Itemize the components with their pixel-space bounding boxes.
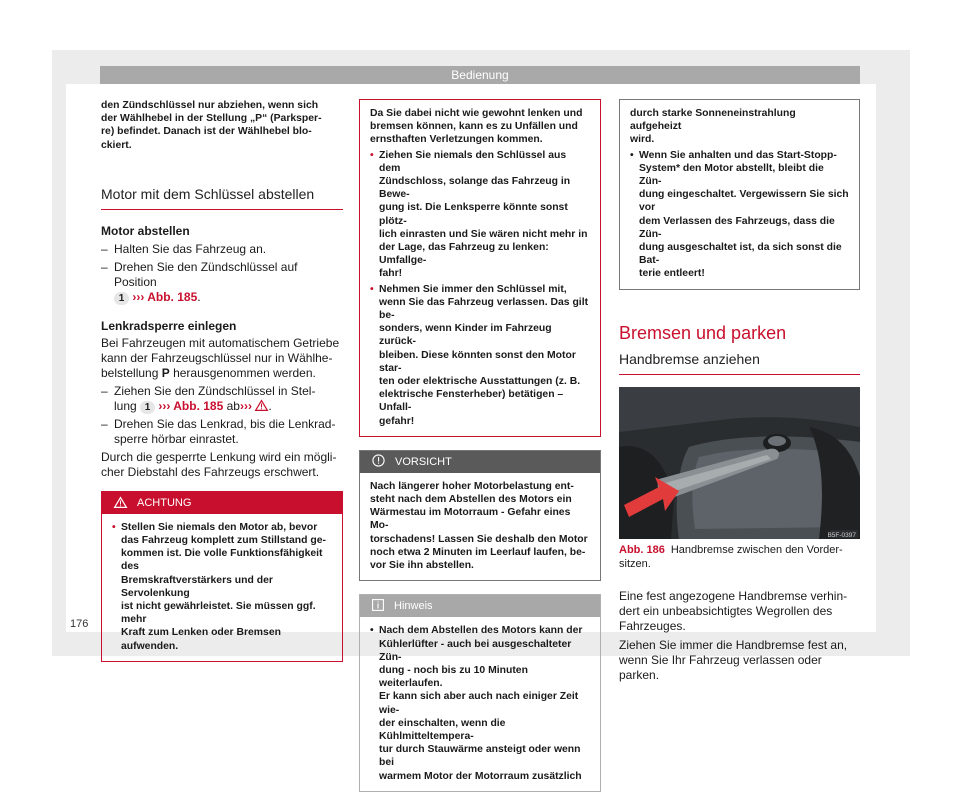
hinweis-box <box>359 594 601 791</box>
subsection-title: Handbremse anziehen <box>619 350 860 375</box>
position-number-badge: 1 <box>114 292 129 305</box>
page-header: Bedienung <box>100 66 860 84</box>
warning-triangle-icon <box>255 400 268 411</box>
lenk-text: Bei Fahrzeugen mit automatischem Getriebe kann der Fahrzeugschlüssel nur in Wählhe- belstellung P herausgenommen werden. <box>101 335 340 380</box>
warning-link[interactable]: ››› <box>239 398 252 413</box>
chapter-title: Bremsen und parken <box>619 322 787 343</box>
handbrake-figure <box>619 387 860 539</box>
hinweis-continued-box: durch starke Sonneneinstrahlung aufgeheizt wird. • Wenn Sie anhalten und das Start-Stopp- System* den Motor abstellt, bleibt die Zün- dung eingeschaltet. Vergewissern Sie sich vor dem Verlassen des Fahrzeugs, dass die Zün- dung ausgeschaltet ist, da sich sonst die Bat- terie entleert! <box>619 99 860 290</box>
achtung-header: ACHTUNG <box>102 492 342 514</box>
figure-link[interactable]: ››› Abb. 185 <box>158 398 224 413</box>
motor-heading: Motor abstellen <box>101 223 190 238</box>
lenk-conclusion: Durch die gesperrte Lenkung wird ein mögli- cher Diebstahl des Fahrzeugs erschwert. <box>101 449 337 479</box>
achtung-box <box>101 491 343 662</box>
motor-step-2: – Drehen Sie den Zündschlüssel auf Position 1 ››› Abb. 185. <box>101 260 343 305</box>
lenk-step-2: – Drehen Sie das Lenkrad, bis die Lenkrad- sperre hörbar einrastet. <box>101 417 343 447</box>
position-number-badge: 1 <box>140 401 155 414</box>
hinweis-body: • Nach dem Abstellen des Motors kann der Kühlerlüfter - auch bei ausgeschalteter Zün- dung - noch bis zu 10 Minuten weiterlaufen. Er kann sich aber auch nach einiger Zeit wie- der einschalten, wenn die Kühlmitteltempera- tur durch Stauwärme ansteigt oder wenn bei warmem Motor der Motorraum zusätzlich <box>360 617 600 790</box>
vorsicht-box <box>359 450 601 581</box>
lenk-heading: Lenkradsperre einlegen <box>101 318 237 333</box>
vorsicht-body: Nach längerer hoher Motorbelastung ent- steht nach dem Abstellen des Motors ein Wärmestau im Motorraum - Gefahr eines Mo- torschadens! Lassen Sie deshalb den Motor noch etwa 2 Minuten im Leerlauf laufen, be- vor Sie ihn abstellen. <box>370 480 588 572</box>
intro-paragraph: den Zündschlüssel nur abziehen, wenn sich der Wählhebel in der Stellung „P“ (Parksper- re) befindet. Danach ist der Wählhebel blo- ckiert. <box>101 100 322 151</box>
handbrake-text-1: Eine fest angezogene Handbremse verhin- dert ein unbeabsichtigtes Wegrollen des Fahrzeuges. <box>619 588 848 633</box>
column-3 <box>619 99 860 683</box>
lenk-step-1: – Ziehen Sie den Zündschlüssel in Stel- lung 1 ››› Abb. 185 ab››› . <box>101 384 343 414</box>
achtung-body: • Stellen Sie niemals den Motor ab, bevor das Fahrzeug komplett zum Stillstand ge- kommen ist. Die volle Funktionsfähigkeit des Bremskraftverstärkers und der Servolenkung ist nicht gewährleistet. Sie müssen ggf. mehr Kraft zum Lenken oder Bremsen aufwenden. <box>102 514 342 661</box>
warning-bullet-2: • Nehmen Sie immer den Schlüssel mit, wenn Sie das Fahrzeug verlassen. Das gilt be- sonders, wenn Kinder im Fahrzeug zurück- bleiben. Diese könnten sonst den Motor star- ten oder elektrische Ausstattungen (z. B. elektrische Fensterheber) betätigen – Unfall- gefahr! <box>370 283 590 428</box>
section-title: Motor mit dem Schlüssel abstellen <box>101 185 343 210</box>
achtung-continued-box: Da Sie dabei nicht wie gewohnt lenken und bremsen können, kann es zu Unfällen und ernsthaften Verletzungen kommen. • Ziehen Sie niemals den Schlüssel aus dem Zündschloss, solange das Fahrzeug in Bewe- gung ist. Die Lenksperre könnte sonst plötz- lich einrasten und Sie wären nicht mehr in der Lage, das Fahrzeug zu lenken: Umfallge- fahr! • Nehmen Sie immer den Schlüssel mit, wenn Sie das Fahrzeug verlassen. Das gilt be- sonders, wenn Kinder im Fahrzeug zurück- bleiben. Diese könnten sonst den Motor star- ten oder elektrische Ausstattungen (z. B. elektrische Fensterheber) betätigen – Unfall- gefahr! <box>359 99 601 437</box>
page-number: 176 <box>70 618 89 630</box>
warning-bullet-1: • Ziehen Sie niemals den Schlüssel aus dem Zündschloss, solange das Fahrzeug in Bewe- gung ist. Die Lenksperre könnte sonst plötz- lich einrasten und Sie wären nicht mehr in der Lage, das Fahrzeug zu lenken: Umfallge- fahr! <box>370 149 590 281</box>
figure-link[interactable]: ››› Abb. 185 <box>132 289 198 304</box>
figure-caption: Abb. 186 Handbremse zwischen den Vorder- sitzen. <box>619 543 843 570</box>
figure-code: B5F-0397 <box>827 531 856 539</box>
hinweis-header: Hinweis <box>360 595 600 617</box>
handbrake-text-2: Ziehen Sie immer die Handbremse fest an, wenn Sie Ihr Fahrzeug verlassen oder parken. <box>619 637 848 682</box>
warning-triangle-icon <box>114 497 127 508</box>
caption-label: Abb. 186 <box>619 543 665 556</box>
info-circle-icon <box>372 454 385 470</box>
column-2 <box>359 99 601 792</box>
note-icon <box>372 599 384 614</box>
column-1 <box>101 99 343 662</box>
motor-step-1: – Halten Sie das Fahrzeug an. <box>101 242 343 257</box>
handbrake-illustration <box>619 387 860 539</box>
vorsicht-header: VORSICHT <box>360 451 600 473</box>
